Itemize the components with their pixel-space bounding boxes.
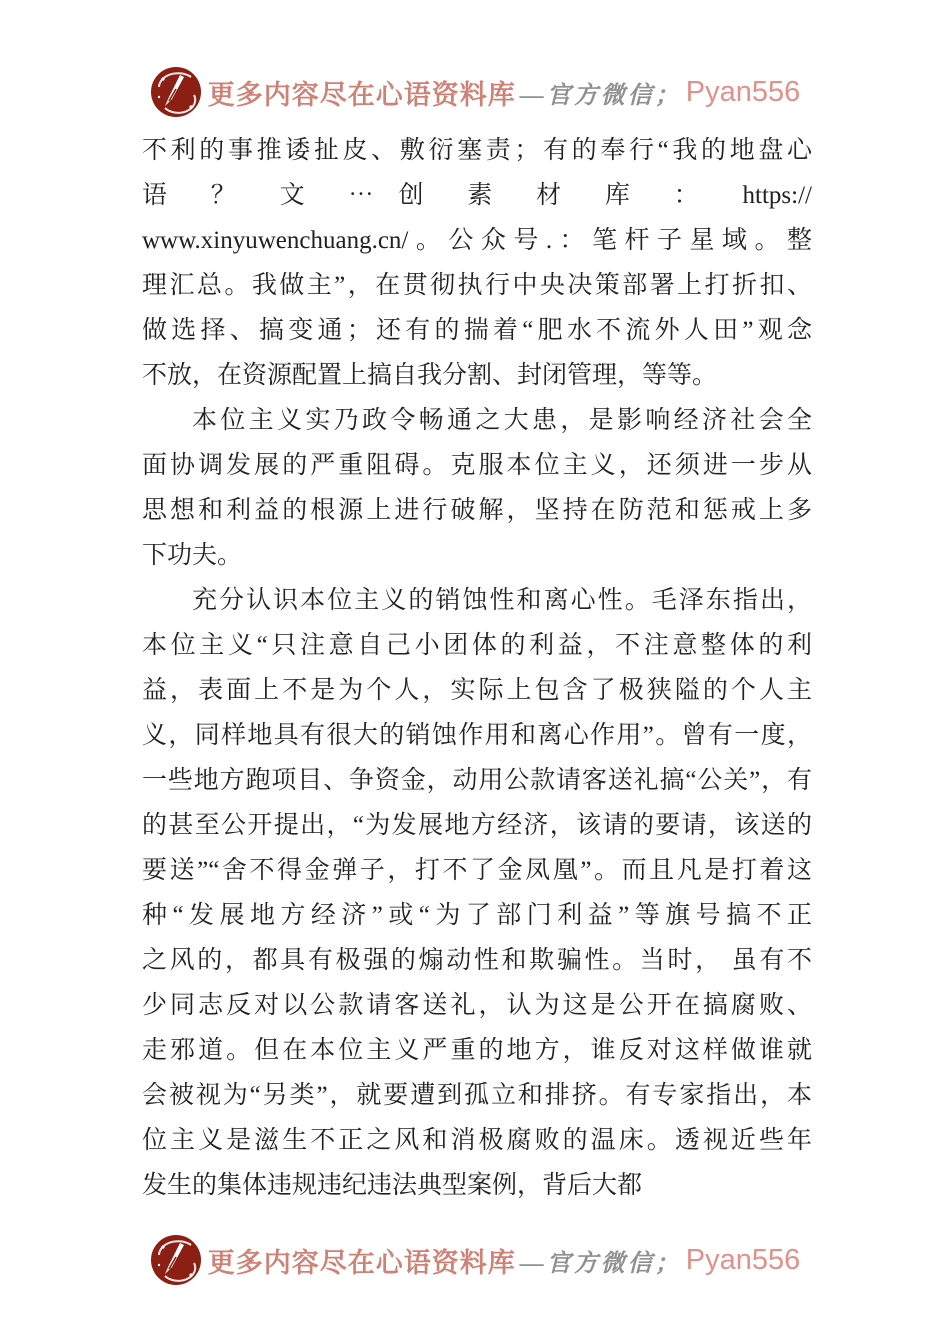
document-body <box>142 128 812 1208</box>
paragraph <box>142 398 812 578</box>
watermark-wechat-id: Pyan556 <box>685 75 801 108</box>
text-line: 不放，在资源配置上搞自我分割、封闭管理，等等。 <box>142 362 718 389</box>
footer-watermark <box>0 1234 950 1286</box>
text-line: 之风的，都具有极强的煽动性和欺骗性。当时， 虽有不 <box>142 947 812 974</box>
watermark-main-text: 更多内容尽在心语资料库 <box>207 79 516 110</box>
text-line: 种“发展地方经济”或“为了部门利益”等旗号搞不正 <box>142 902 812 929</box>
text-line: 走邪道。但在本位主义严重的地方，谁反对这样做谁就 <box>142 1037 812 1064</box>
watermark-wechat-id: Pyan556 <box>685 1243 801 1276</box>
text-line: 的甚至公开提出，“为发展地方经济，该请的要请，该送的 <box>142 812 812 839</box>
text-line: 少同志反对以公款请客送礼，认为这是公开在搞腐败、 <box>142 992 812 1019</box>
text-line: 本位主义“只注意自己小团体的利益，不注意整体的利 <box>142 632 812 659</box>
text-line: 面协调发展的严重阻碍。克服本位主义，还须进一步从 <box>142 452 812 479</box>
text-line: www.xinyuwenchuang.cn/。公众号.：笔杆子星域。整 <box>142 227 812 254</box>
text-line: 义，同样地具有很大的销蚀作用和离心作用”。曾有一度， <box>142 722 812 749</box>
text-line: 不利的事推诿扯皮、敷衍塞责；有的奉行“我的地盘心 <box>142 137 812 164</box>
paragraph <box>142 578 812 1208</box>
text-line: 语 ？ 文 ⋯ 创 素 材 库 ： https:// <box>142 182 812 209</box>
text-line: 发生的集体违规违纪违法典型案例，背后大都 <box>142 1172 643 1199</box>
text-line: 一些地方跑项目、争资金，动用公款请客送礼搞“公关”，有 <box>142 767 812 794</box>
watermark-channel-label: —官方微信； <box>519 1250 682 1277</box>
text-line: 会被视为“另类”，就要遭到孤立和排挤。有专家指出，本 <box>142 1082 812 1109</box>
watermark-main-text: 更多内容尽在心语资料库 <box>207 1247 516 1278</box>
text-line: 益，表面上不是为个人，实际上包含了极狭隘的个人主 <box>142 677 812 704</box>
pen-nib-circle-logo-icon <box>150 1234 202 1286</box>
text-line: 做选择、搞变通；还有的揣着“肥水不流外人田”观念 <box>142 317 812 344</box>
paragraph <box>142 128 812 398</box>
text-line: 要送”“舍不得金弹子，打不了金凤凰”。而且凡是打着这 <box>142 857 812 884</box>
text-line: 充分认识本位主义的销蚀性和离心性。毛泽东指出， <box>192 587 812 614</box>
pen-nib-circle-logo-icon <box>150 66 202 118</box>
watermark-channel-label: —官方微信； <box>519 82 682 109</box>
text-line: 理汇总。我做主”，在贯彻执行中央决策部署上打折扣、 <box>142 272 812 299</box>
text-line: 位主义是滋生不正之风和消极腐败的温床。透视近些年 <box>142 1127 812 1154</box>
text-line: 本位主义实乃政令畅通之大患，是影响经济社会全 <box>192 407 812 434</box>
text-line: 下功夫。 <box>142 542 243 569</box>
header-watermark <box>0 66 950 118</box>
text-line: 思想和利益的根源上进行破解，坚持在防范和惩戒上多 <box>142 497 812 524</box>
